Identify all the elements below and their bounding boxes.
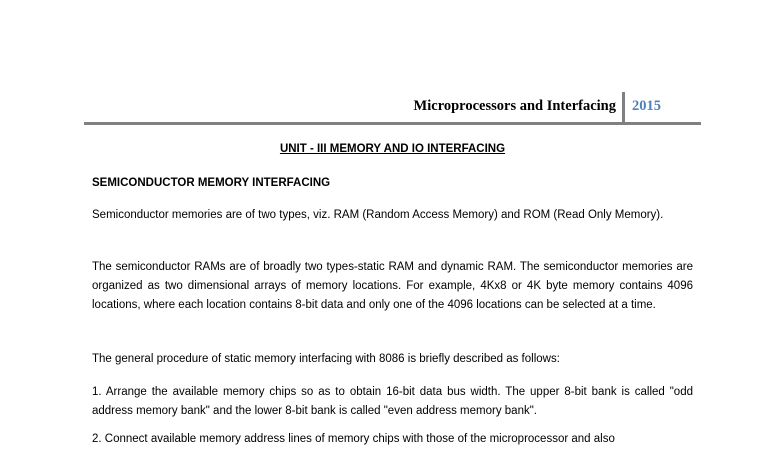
paragraph-step-2: 2. Connect available memory address lines of memory chips with those of the microprocessor and also	[92, 433, 615, 445]
header-title: Microprocessors and Interfacing	[413, 98, 616, 114]
page-header	[84, 92, 701, 122]
section-title: SEMICONDUCTOR MEMORY INTERFACING	[92, 177, 331, 189]
header-year: 2015	[632, 98, 661, 114]
header-rule	[84, 122, 701, 125]
paragraph-procedure-intro: The general procedure of static memory interfacing with 8086 is briefly described as follows:	[92, 353, 560, 365]
paragraph-step-1: 1. Arrange the available memory chips so as to obtain 16-bit data bus width. The upper 8-bit bank is called "odd address memory bank" and the lower 8-bit bank is called "even address memory bank".	[92, 386, 693, 417]
paragraph-ram-types: The semiconductor RAMs are of broadly two types-static RAM and dynamic RAM. The semiconductor memories are organized as two dimensional arrays of memory locations. For example, 4Kx8 or 4K byte memory contains 4096 locations, where each location contains 8-bit data and only one of the 4096 locations can be selected at a time.	[92, 261, 693, 311]
unit-title: UNIT - III MEMORY AND IO INTERFACING	[279, 143, 506, 155]
header-separator	[622, 92, 625, 122]
paragraph-memory-types: Semiconductor memories are of two types, viz. RAM (Random Access Memory) and ROM (Read Only Memory).	[92, 209, 664, 221]
